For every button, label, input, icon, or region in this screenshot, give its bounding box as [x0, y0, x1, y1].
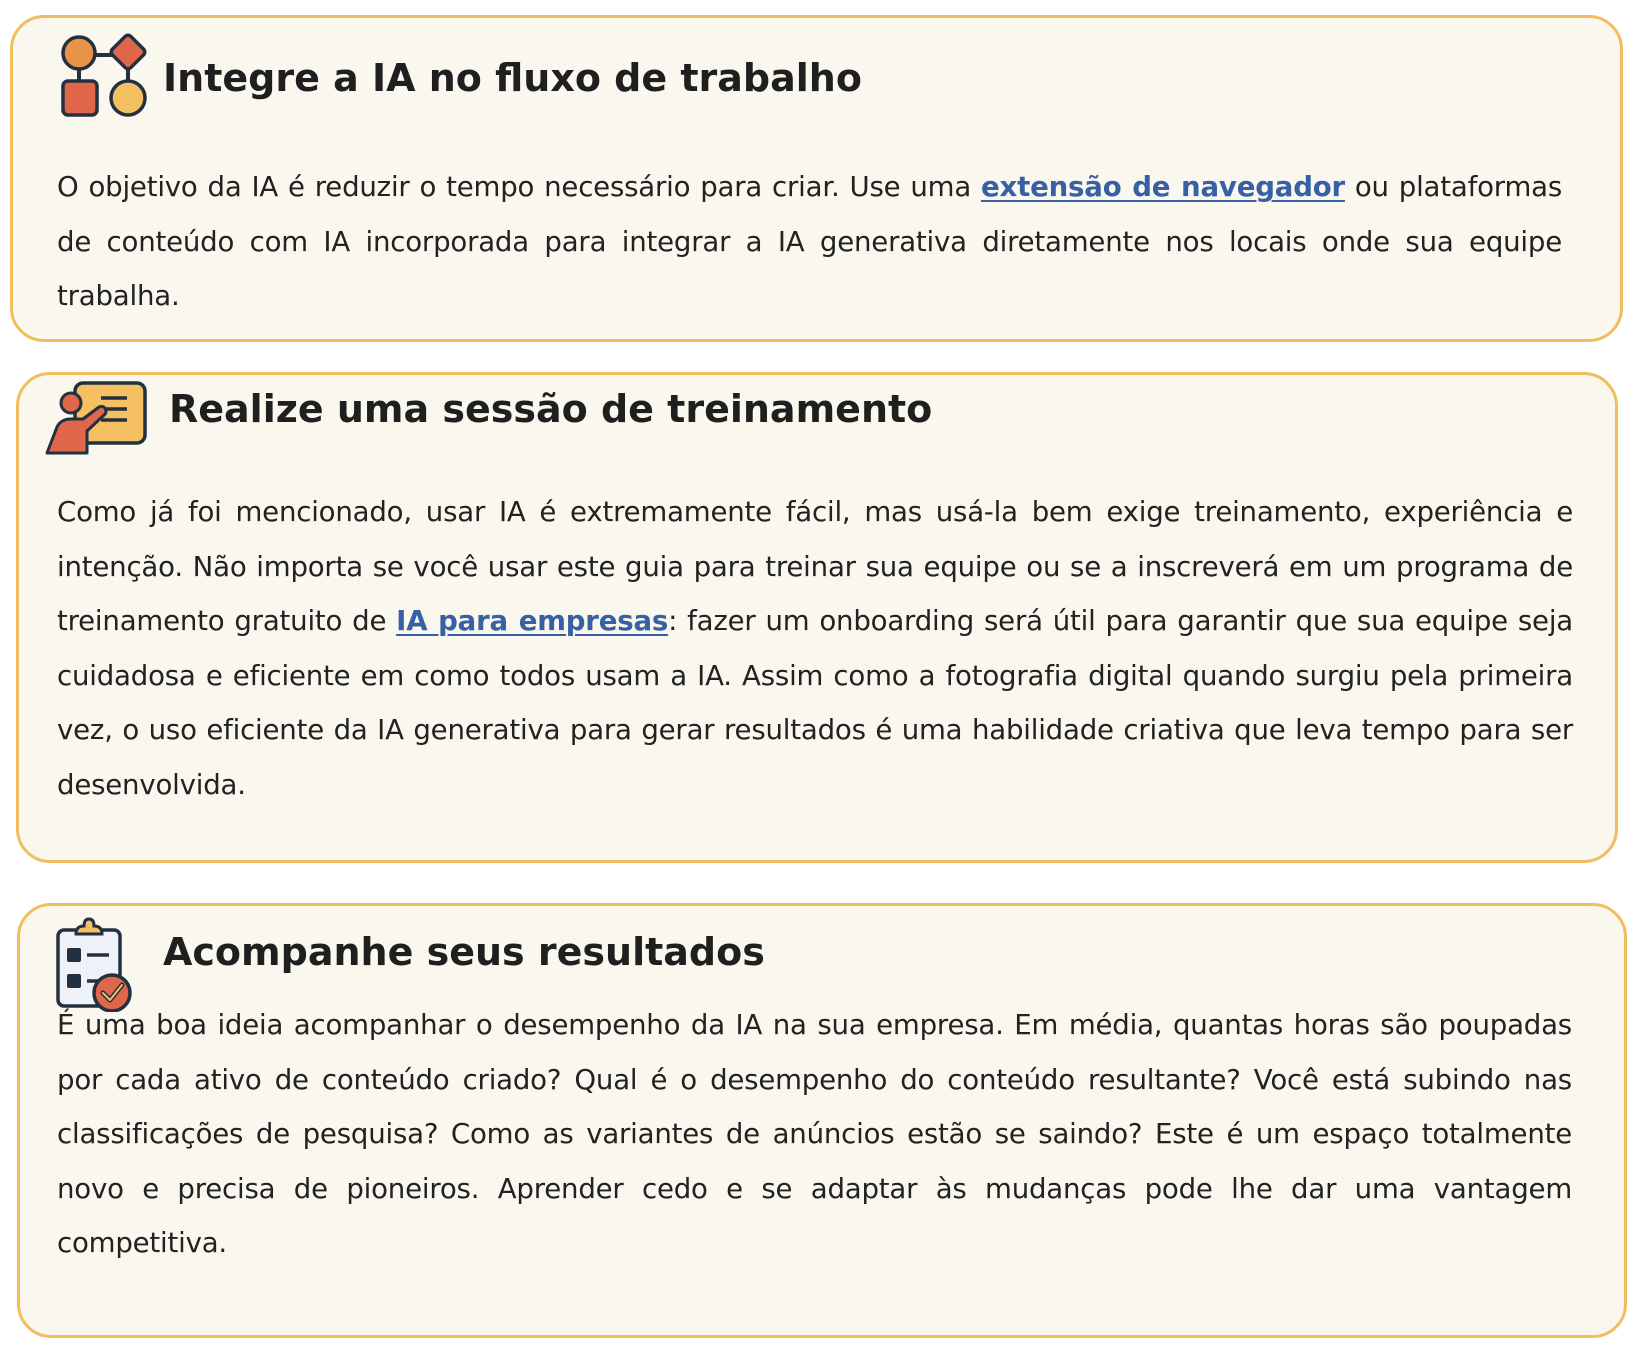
card-training-session — [16, 372, 1618, 863]
card-body — [57, 485, 1573, 812]
body-text: O objetivo da IA é reduzir o tempo necessário para criar. Use uma — [57, 170, 981, 203]
card-body — [57, 160, 1562, 324]
card-title: Acompanhe seus resultados — [163, 930, 765, 974]
body-text: ou plataformas de conteúdo com IA incorporada para integrar a IA generativa diretamente nos locais onde sua equipe trabalha. — [57, 170, 1563, 312]
card-title: Realize uma sessão de treinamento — [169, 387, 933, 431]
card-title: Integre a IA no fluxo de trabalho — [163, 56, 862, 100]
body-text: Como já foi mencionado, usar IA é extremamente fácil, mas usá-la bem exige treinamento, experiência e intenção. Não importa se você usar este guia para treinar sua equipe ou se a inscreverá em um programa de treinamento gratuito de — [57, 495, 1573, 637]
card-integrate-ai — [10, 15, 1623, 342]
card-body: É uma boa ideia acompanhar o desempenho da IA na sua empresa. Em média, quantas horas são poupadas por cada ativo de conteúdo criado? Qual é o desempenho do conteúdo resultante? Você está subindo nas classificações de pesquisa? Como as variantes de anúncios estão se saindo? Este é um espaço totalmente novo e precisa de pioneiros. Aprender cedo e se adaptar às mudanças pode lhe dar uma vantagem competitiva. — [57, 1008, 1572, 1259]
browser-extension-link[interactable]: extensão de navegador — [980, 170, 1345, 203]
body-text: : fazer um onboarding será útil para garantir que sua equipe seja cuidadosa e eficiente em como todos usam a IA. Assim como a fotografia digital quando surgiu pela primeira vez, o uso eficiente da IA generativa para gerar resultados é uma habilidade criativa que leva tempo para ser desenvolvida. — [57, 604, 1573, 801]
presenter-whiteboard-icon — [45, 379, 149, 461]
ai-for-business-link[interactable]: IA para empresas — [396, 604, 669, 637]
card-track-results — [17, 903, 1627, 1338]
flowchart-icon — [61, 33, 151, 123]
